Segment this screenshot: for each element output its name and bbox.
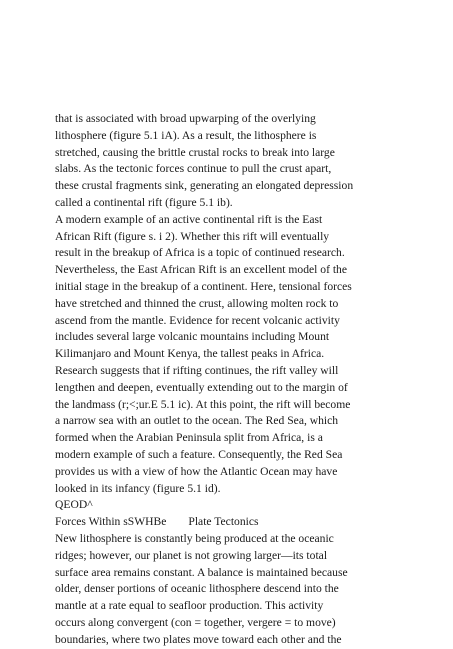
- text-line: result in the breakup of Africa is a topic of continued research.: [55, 246, 345, 260]
- body-text: [55, 111, 415, 649]
- text-line: QEOD^: [55, 498, 93, 512]
- text-line: African Rift (figure s. i 2). Whether this rift will eventually: [55, 229, 330, 243]
- text-line: have stretched and thinned the crust, allowing molten rock to: [55, 296, 339, 310]
- text-line: includes several large volcanic mountains including Mount: [55, 330, 330, 344]
- text-line: formed when the Arabian Peninsula split from Africa, is a: [55, 431, 323, 445]
- heading-left: Forces Within sSWHBe: [55, 515, 167, 529]
- text-line: boundaries, where two plates move toward each other and the: [55, 632, 342, 646]
- text-line: these crustal fragments sink, generating an elongated depression: [55, 179, 354, 193]
- text-line: A modern example of an active continental rift is the East: [55, 212, 323, 226]
- text-line: occurs along convergent (con = together, vergere = to move): [55, 615, 336, 629]
- text-line: ridges; however, our planet is not growing larger—its total: [55, 548, 328, 562]
- text-line: stretched, causing the brittle crustal rocks to break into large: [55, 145, 335, 159]
- text-line: provides us with a view of how the Atlantic Ocean may have: [55, 464, 338, 478]
- text-line: looked in its infancy (figure 5.1 id).: [55, 481, 221, 495]
- section-heading: [55, 514, 415, 531]
- text-line: mantle at a rate equal to seafloor production. This activity: [55, 599, 324, 613]
- text-line: lithosphere (figure 5.1 iA). As a result, the lithosphere is: [55, 128, 317, 142]
- text-line: Kilimanjaro and Mount Kenya, the tallest peaks in Africa.: [55, 347, 325, 361]
- text-line: Research suggests that if rifting continues, the rift valley will: [55, 363, 339, 377]
- text-line: called a continental rift (figure 5.1 ib).: [55, 195, 233, 209]
- text-line: ascend from the mantle. Evidence for recent volcanic activity: [55, 313, 340, 327]
- text-line: slabs. As the tectonic forces continue to pull the crust apart,: [55, 162, 332, 176]
- heading-right: Plate Tectonics: [188, 515, 259, 529]
- text-line: a narrow sea with an outlet to the ocean. The Red Sea, which: [55, 414, 339, 428]
- text-line: lengthen and deepen, eventually extending out to the margin of: [55, 380, 348, 394]
- text-line: initial stage in the breakup of a continent. Here, tensional forces: [55, 279, 352, 293]
- text-line: the landmass (r;<;ur.E 5.1 ic). At this point, the rift will become: [55, 397, 351, 411]
- text-line: Nevertheless, the East African Rift is an excellent model of the: [55, 263, 348, 277]
- text-line: surface area remains constant. A balance is maintained because: [55, 565, 348, 579]
- text-line: New lithosphere is constantly being produced at the oceanic: [55, 531, 334, 545]
- text-line: that is associated with broad upwarping of the overlying: [55, 112, 316, 125]
- text-line: older, denser portions of oceanic lithosphere descend into the: [55, 582, 339, 596]
- text-line: modern example of such a feature. Consequently, the Red Sea: [55, 447, 343, 461]
